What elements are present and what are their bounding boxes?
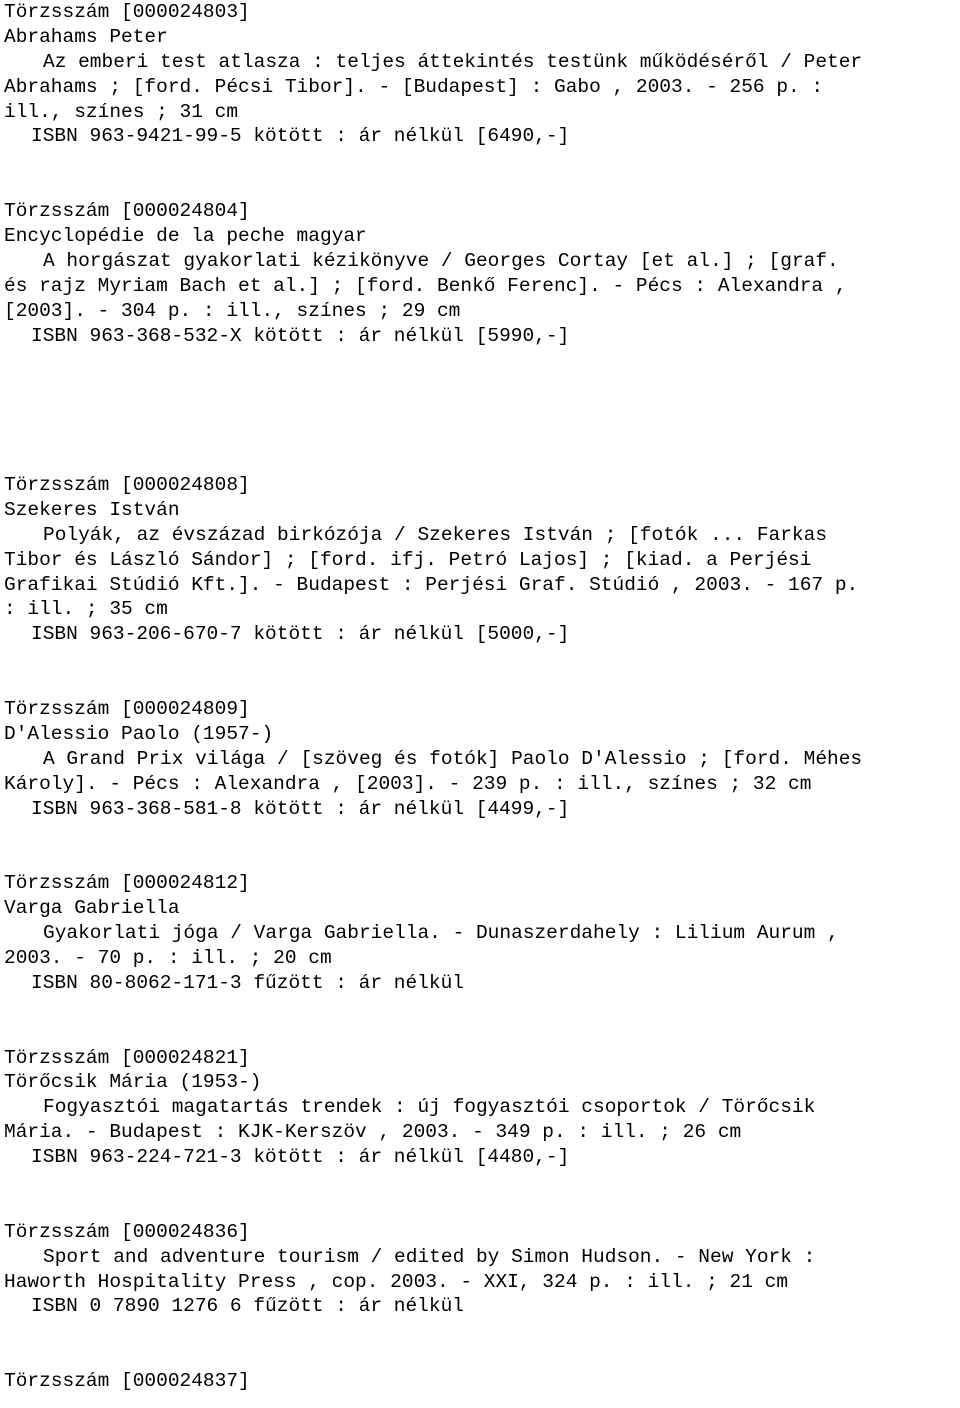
record-desc-line: Abrahams ; [ford. Pécsi Tibor]. - [Budapest] : Gabo , 2003. - 256 p. : bbox=[4, 75, 824, 98]
record bbox=[4, 199, 956, 348]
record-author: D'Alessio Paolo (1957-) bbox=[4, 722, 274, 745]
record-isbn: ISBN 963-206-670-7 kötött : ár nélkül [5000,-] bbox=[31, 623, 570, 646]
record-author: Abrahams Peter bbox=[4, 25, 168, 48]
record-id: Törzsszám [000024803] bbox=[4, 1, 250, 23]
record-desc-line: Haworth Hospitality Press , cop. 2003. - XXI, 324 p. : ill. ; 21 cm bbox=[4, 1270, 789, 1293]
record-title-line: A Grand Prix világa / [szöveg és fotók] Paolo D'Alessio ; [ford. Méhes bbox=[43, 747, 863, 770]
record-id: Törzsszám [000024809] bbox=[4, 698, 250, 721]
record-author: Varga Gabriella bbox=[4, 897, 180, 920]
record-desc-line: és rajz Myriam Bach et al.] ; [ford. Benkő Ferenc]. - Pécs : Alexandra , bbox=[4, 274, 847, 297]
record-title-line: Sport and adventure tourism / edited by Simon Hudson. - New York : bbox=[43, 1245, 816, 1268]
record bbox=[4, 1369, 956, 1394]
record-title-line: Gyakorlati jóga / Varga Gabriella. - Dunaszerdahely : Lilium Aurum , bbox=[43, 922, 839, 945]
record-desc-line: Grafikai Stúdió Kft.]. - Budapest : Perjési Graf. Stúdió , 2003. - 167 p. bbox=[4, 573, 859, 596]
record-title-line: Fogyasztói magatartás trendek : új fogyasztói csoportok / Törőcsik bbox=[43, 1096, 816, 1119]
record-id: Törzsszám [000024812] bbox=[4, 872, 250, 895]
record-author: Törőcsik Mária (1953-) bbox=[4, 1071, 262, 1094]
record-isbn: ISBN 80-8062-171-3 fűzött : ár nélkül bbox=[31, 971, 464, 994]
record-title-line: Az emberi test atlasza : teljes áttekintés testünk működéséről / Peter bbox=[43, 50, 863, 73]
record-isbn: ISBN 963-9421-99-5 kötött : ár nélkül [6490,-] bbox=[31, 125, 570, 148]
record-desc-line: : ill. ; 35 cm bbox=[4, 598, 168, 621]
record bbox=[4, 1046, 956, 1170]
record bbox=[4, 871, 956, 995]
record-isbn: ISBN 963-368-581-8 kötött : ár nélkül [4499,-] bbox=[31, 797, 570, 820]
record-author: Encyclopédie de la peche magyar bbox=[4, 225, 367, 248]
record-desc-line: [2003]. - 304 p. : ill., színes ; 29 cm bbox=[4, 299, 461, 322]
record-desc-line: Tibor és László Sándor] ; [ford. ifj. Petró Lajos] ; [kiad. a Perjési bbox=[4, 548, 812, 571]
record-desc-line: ill., színes ; 31 cm bbox=[4, 100, 239, 123]
record-title-line: Polyák, az évszázad birkózója / Szekeres István ; [fotók ... Farkas bbox=[43, 523, 828, 546]
record-id: Törzsszám [000024836] bbox=[4, 1220, 250, 1243]
record-isbn: ISBN 963-224-721-3 kötött : ár nélkül [4480,-] bbox=[31, 1146, 570, 1169]
record-isbn: ISBN 0 7890 1276 6 fűzött : ár nélkül bbox=[31, 1295, 464, 1318]
record-desc-line: Mária. - Budapest : KJK-Kerszöv , 2003. - 349 p. : ill. ; 26 cm bbox=[4, 1121, 742, 1144]
record bbox=[4, 697, 956, 821]
record-id: Törzsszám [000024804] bbox=[4, 200, 250, 223]
record bbox=[4, 0, 956, 149]
record-id: Törzsszám [000024808] bbox=[4, 473, 250, 496]
record-title-line: A horgászat gyakorlati kézikönyve / Georges Cortay [et al.] ; [graf. bbox=[43, 249, 839, 272]
record-desc-line: 2003. - 70 p. : ill. ; 20 cm bbox=[4, 946, 332, 969]
record-desc-line: Károly]. - Pécs : Alexandra , [2003]. - 239 p. : ill., színes ; 32 cm bbox=[4, 772, 812, 795]
catalog-page bbox=[4, 0, 956, 1394]
record bbox=[4, 473, 956, 647]
record-isbn: ISBN 963-368-532-X kötött : ár nélkül [5990,-] bbox=[31, 324, 570, 347]
record bbox=[4, 1220, 956, 1320]
record-id: Törzsszám [000024821] bbox=[4, 1046, 250, 1069]
record-author: Szekeres István bbox=[4, 498, 180, 521]
record-id: Törzsszám [000024837] bbox=[4, 1370, 250, 1393]
